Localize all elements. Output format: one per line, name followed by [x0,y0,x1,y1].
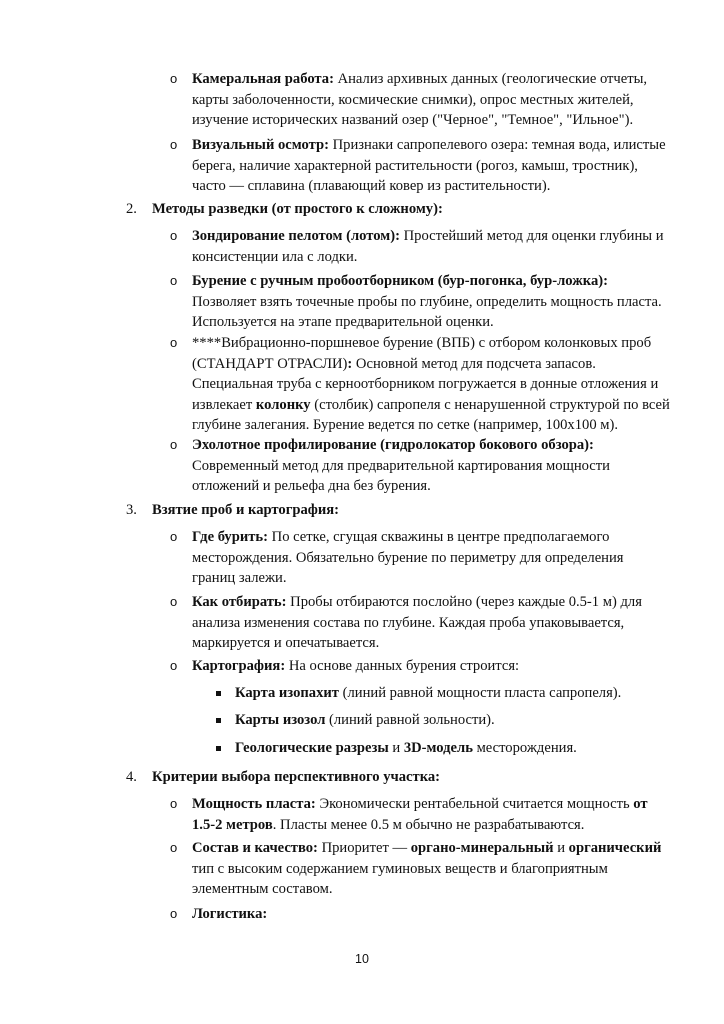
list-item-logistics: Логистика: [192,906,268,922]
section-heading: Методы разведки (от простого к сложному): [152,201,443,217]
bullet-circle: o [170,273,178,288]
item-title: Камеральная работа: [192,71,334,87]
item-text: Анализ архивных данных (геологические отчеты, карты заболоченности, космические снимки), опрос местных жителей, изучение исторических названий озер ("Черное", "Темное", "Ильное"). [192,71,648,128]
item-title: Зондирование пелотом (лотом): [192,228,400,244]
item-title: Где бурить: [192,529,269,545]
bullet-circle: o [170,335,178,350]
bullet-circle: o [170,796,178,811]
item-title: Картография: [192,658,286,674]
list-item-where [192,527,670,589]
bullet-circle: o [170,228,178,243]
list-item-thickness: Мощность пласта: Экономически рентабельной считается мощность от 1.5-2 метров. Пласты менее 0.5 м обычно не разрабатываются. [192,796,648,833]
item-title: Как отбирать: [192,594,287,610]
item-title: Бурение с ручным пробоотборником (бур-погонка, бур-ложка): [192,273,608,289]
bullet-circle: o [170,840,178,855]
list-item-cameral [192,69,670,131]
sub-item-isopach: Карта изопахит (линий равной мощности пласта сапропеля). [235,685,622,701]
sub-item-geo: Геологические разрезы и 3D-модель месторождения. [235,740,577,756]
page-number: 10 [355,952,369,966]
bullet-circle: o [170,71,178,86]
item-text: По сетке, сгущая скважины в центре предполагаемого месторождения. Обязательно бурение по периметру для определения границ залежи. [192,529,624,586]
list-item-vibro: ****Вибрационно-поршневое бурение (ВПБ) с отбором колонковых проб (СТАНДАРТ ОТРАСЛИ): Основной метод для подсчета запасов. Специальная труба с керноотборником погружается в донные отложения и извлекает колонку (столбик) сапропеля с ненарушенной структурой по всей глубине залегания. Бурение ведется по сетке (например, 100х100 м). [192,335,670,433]
sub-item-isozol: Карты изозол (линий равной зольности). [235,712,495,728]
item-text: Пробы отбираются послойно (через каждые 0.5-1 м) для анализа изменения состава по глубине. Каждая проба упаковывается, маркируется и опечатывается. [192,594,642,651]
list-item-sounding [192,226,670,267]
bullet-circle: o [170,658,178,673]
section-number: 3. [126,502,137,518]
bullet-circle: o [170,906,178,921]
list-item-composition: Состав и качество: Приоритет — органо-минеральный и органический тип с высоким содержанием гуминовых веществ и благоприятным элементным составом. [192,840,662,897]
item-text: Позволяет взять точечные пробы по глубине, определить мощность пласта. Используется на этапе предварительной оценки. [192,293,662,330]
item-text: Современный метод для предварительной картирования мощности отложений и рельефа дна без бурения. [192,457,610,494]
section-heading: Взятие проб и картография: [152,502,340,518]
section-heading: Критерии выбора перспективного участка: [152,769,441,785]
item-text: Признаки сапропелевого озера: темная вода, илистые берега, наличие характерной растительности (рогоз, камыш, тростник), часто — сплавина (плавающий ковер из растительности). [192,137,666,194]
bullet-square [216,691,221,696]
item-text: Простейший метод для оценки глубины и консистенции ила с лодки. [192,228,664,265]
section-number: 4. [126,769,137,785]
list-item-manual-drill [192,271,670,333]
list-item-echo [192,435,670,497]
bullet-circle: o [170,529,178,544]
item-title: Визуальный осмотр: [192,137,329,153]
bullet-circle: o [170,137,178,152]
section-number: 2. [126,201,137,217]
bullet-square [216,718,221,723]
bullet-circle: o [170,594,178,609]
item-title: Эхолотное профилирование (гидролокатор бокового обзора): [192,437,594,453]
bullet-circle: o [170,437,178,452]
list-item-visual [192,135,670,197]
list-item-how [192,592,670,654]
list-item-carto [192,656,670,677]
bullet-square [216,746,221,751]
item-text: На основе данных бурения строится: [285,658,520,674]
